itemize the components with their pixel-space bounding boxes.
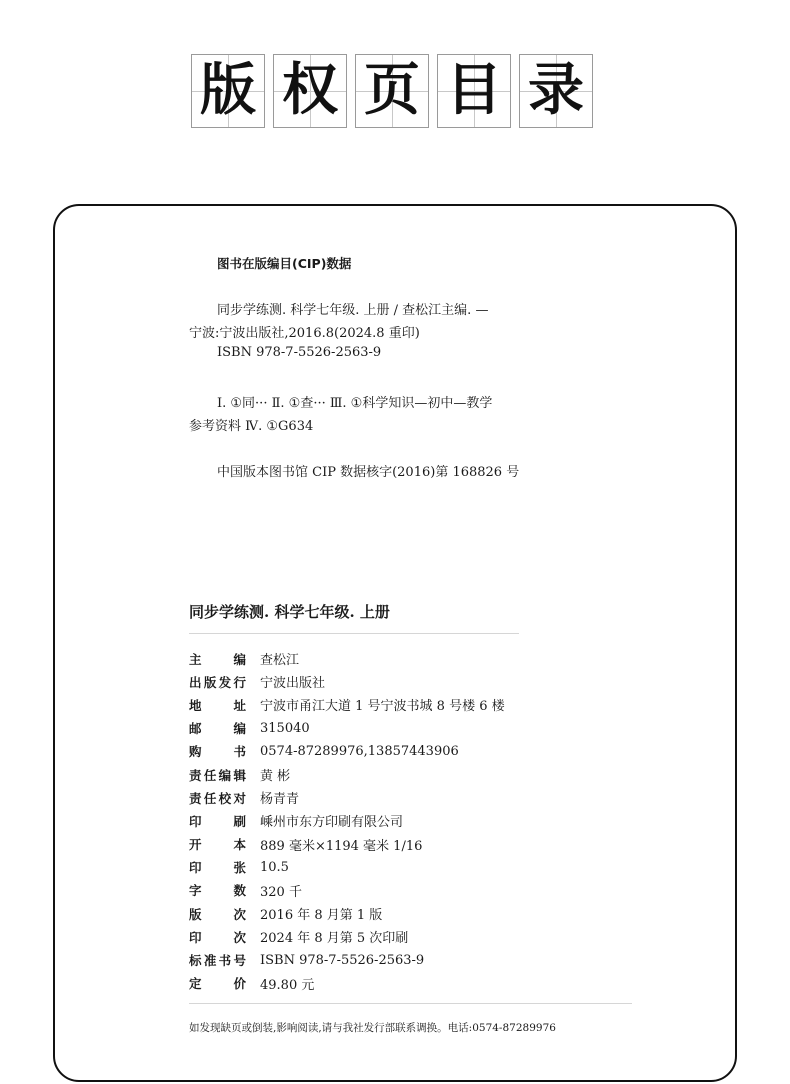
title-character: 录 bbox=[528, 58, 584, 123]
title-character: 权 bbox=[282, 58, 338, 123]
info-value: 0574-87289976,13857443906 bbox=[260, 743, 459, 759]
info-row bbox=[189, 879, 505, 902]
info-label: 责任校对 bbox=[189, 790, 246, 806]
info-row bbox=[189, 670, 505, 693]
info-row bbox=[189, 902, 505, 925]
title-character-box bbox=[273, 54, 347, 128]
book-title: 同步学练测. 科学七年级. 上册 bbox=[189, 603, 390, 621]
cip-line: 中国版本图书馆 CIP 数据核字(2016)第 168826 号 bbox=[217, 465, 520, 480]
info-value: 2024 年 8 月第 5 次印刷 bbox=[260, 931, 409, 947]
cip-line: 同步学练测. 科学七年级. 上册 / 查松江主编. — bbox=[217, 303, 489, 318]
info-value: 2016 年 8 月第 1 版 bbox=[260, 908, 383, 924]
info-row bbox=[189, 925, 505, 948]
info-row bbox=[189, 693, 505, 716]
footer-notice: 如发现缺页或倒装,影响阅读,请与我社发行部联系调换。电话:0574-87289976 bbox=[189, 1022, 556, 1034]
divider bbox=[189, 1003, 632, 1004]
info-label: 开本 bbox=[189, 837, 246, 853]
cip-heading: 图书在版编目(CIP)数据 bbox=[217, 256, 352, 271]
info-value: 杨青青 bbox=[260, 792, 300, 808]
cip-line: 参考资料 Ⅳ. ①G634 bbox=[189, 419, 314, 434]
title-character-box bbox=[437, 54, 511, 128]
divider bbox=[189, 633, 519, 634]
info-value: 889 毫米×1194 毫米 1/16 bbox=[260, 838, 423, 854]
info-value: 320 千 bbox=[260, 884, 302, 900]
info-row bbox=[189, 740, 505, 763]
title-character: 页 bbox=[364, 58, 420, 123]
info-label: 地址 bbox=[189, 697, 246, 713]
publication-info-list bbox=[189, 647, 505, 995]
title-character-box bbox=[191, 54, 265, 128]
info-label: 邮编 bbox=[189, 721, 246, 737]
info-value: 黄 彬 bbox=[260, 769, 291, 785]
info-label: 印张 bbox=[189, 860, 246, 876]
info-row bbox=[189, 786, 505, 809]
info-value: 宁波市甬江大道 1 号宁波书城 8 号楼 6 楼 bbox=[260, 699, 505, 715]
info-value: ISBN 978-7-5526-2563-9 bbox=[260, 952, 425, 968]
cip-line: Ⅰ. ①同··· Ⅱ. ①查··· Ⅲ. ①科学知识—初中—教学 bbox=[217, 396, 493, 411]
title-character: 目 bbox=[446, 58, 502, 123]
info-label: 责任编辑 bbox=[189, 767, 246, 783]
info-row bbox=[189, 647, 505, 670]
info-label: 版次 bbox=[189, 906, 246, 922]
info-value: 宁波出版社 bbox=[260, 676, 326, 692]
info-row bbox=[189, 763, 505, 786]
info-row bbox=[189, 717, 505, 740]
info-label: 标准书号 bbox=[189, 953, 246, 969]
page-title bbox=[191, 54, 593, 128]
info-label: 定价 bbox=[189, 976, 246, 992]
info-row bbox=[189, 948, 505, 971]
info-value: 查松江 bbox=[260, 653, 300, 669]
info-label: 字数 bbox=[189, 883, 246, 899]
info-label: 购书 bbox=[189, 744, 246, 760]
info-label: 印刷 bbox=[189, 813, 246, 829]
info-label: 主编 bbox=[189, 651, 246, 667]
info-label: 出版发行 bbox=[189, 674, 246, 690]
info-value: 嵊州市东方印刷有限公司 bbox=[260, 815, 404, 831]
cip-line: ISBN 978-7-5526-2563-9 bbox=[217, 345, 382, 360]
title-character-box bbox=[355, 54, 429, 128]
info-value: 49.80 元 bbox=[260, 977, 315, 993]
info-row bbox=[189, 809, 505, 832]
cip-line: 宁波:宁波出版社,2016.8(2024.8 重印) bbox=[189, 326, 420, 341]
info-value: 10.5 bbox=[260, 859, 289, 875]
info-label: 印次 bbox=[189, 929, 246, 945]
info-value: 315040 bbox=[260, 720, 310, 736]
info-row bbox=[189, 856, 505, 879]
title-character-box bbox=[519, 54, 593, 128]
info-row bbox=[189, 972, 505, 995]
info-row bbox=[189, 833, 505, 856]
title-character: 版 bbox=[200, 58, 256, 123]
